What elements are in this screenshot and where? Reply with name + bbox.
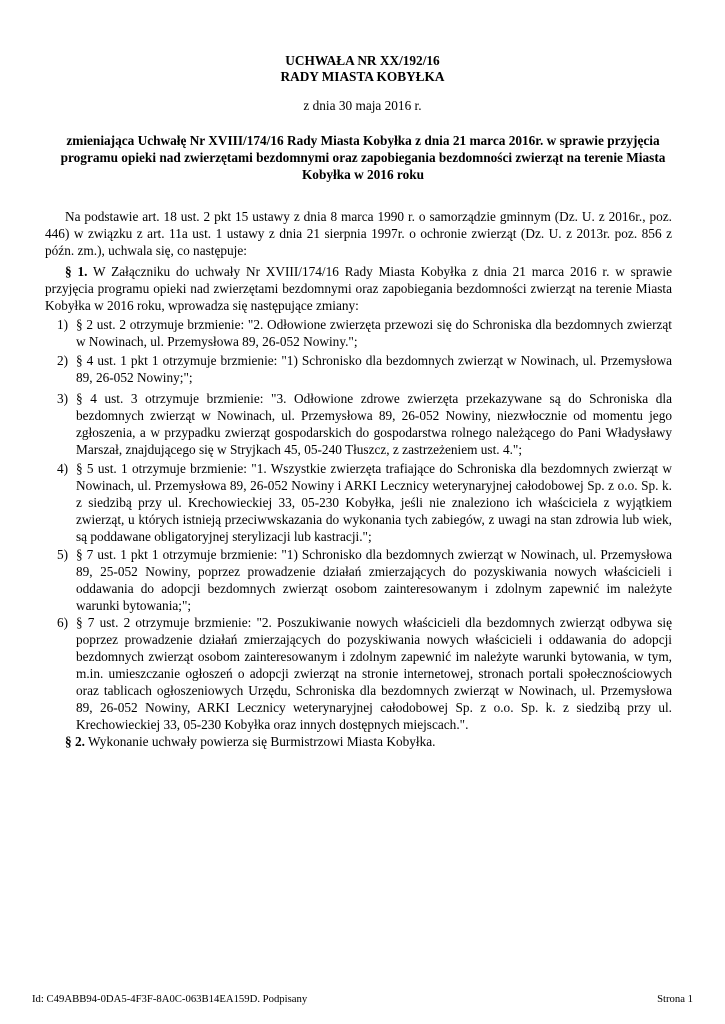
- subject-line-2: programu opieki nad zwierzętami bezdomnymi oraz zapobiegania bezdomności zwierząt na terenie Miasta: [60, 150, 666, 165]
- section-1-text: W Załączniku do uchwały Nr XVIII/174/16 Rady Miasta Kobyłka z dnia 21 marca 2016 r. w sprawie przyjęcia programu opieki nad zwierzętami bezdomnymi oraz zapobiegania bezdomności zwierząt na terenie Miasta Kobyłka w 2016 roku, wprowadza się następujące zmiany:: [45, 264, 672, 313]
- section-1-label: § 1.: [65, 264, 88, 279]
- section-2: [45, 733, 672, 750]
- document-id: Id: C49ABB94-0DA5-4F3F-8A0C-063B14EA159D. Podpisany: [32, 993, 308, 1005]
- document-page: UCHWAŁA NR XX/192/16 RADY MIASTA KOBYŁKA z dnia 30 maja 2016 r. zmieniająca Uchwałę Nr XVIII/174/16 Rady Miasta Kobyłka z dnia 21 marca 2016r. w sprawie przyjęcia programu opieki nad zwierzętami bezdomnymi oraz zapobiegania bezdomności zwierząt na terenie Miasta Kobyłka w 2016 roku Na podstawie art. 18 ust. 2 pkt 15 ustawy z dnia 8 marca 1990 r. o samorządzie gminnym (Dz. U. z 2016r., poz. 446) w związku z art. 11a ust. 1 ustawy z dnia 21 sierpnia 1997r. o ochronie zwierząt (Dz. U. z 2013r. poz. 856 z późn. zm.), uchwala się, co następuje: § 1. W Załączniku do uchwały Nr XVIII/174/16 Rady Miasta Kobyłka z dnia 21 marca 2016 r. w sprawie przyjęcia programu opieki nad zwierzętami bezdomnymi oraz zapobiegania bezdomności zwierząt na terenie Miasta Kobyłka w 2016 roku, wprowadza się następujące zmiany: 1) § 2 ust. 2 otrzymuje brzmienie: "2. Odłowione zwierzęta przewozi się do Schroniska dla bezdomnych zwierząt w Nowinach, ul. Przemysłowa 89, 26-052 Nowiny."; 2) § 4 ust. 1 pkt 1 otrzymuje brzmienie: "1) Schronisko dla bezdomnych zwierząt w Nowinach, ul. Przemysłowa 89, 26-052 Nowiny;"; 3) § 4 ust. 3 otrzymuje brzmienie: "3. Odłowione zdrowe zwierzęta przekazywane są do Schroniska dla bezdomnych zwierząt w Nowinach, ul. Przemysłowa 89, 26-052 Nowiny, niezwłocznie od momentu jego zgłoszenia, a w przypadku zwierząt gospodarskich do gospodarstwa rolnego należącego do Pani Władysławy Marszał, znajdującego się w Stryjkach 45, 05-240 Tłuszcz, z zastrzeżeniem ust. 4."; 4) § 5 ust. 1 otrzymuje brzmienie: "1. Wszystkie zwierzęta trafiające do Schroniska dla bezdomnych zwierząt w Nowinach, ul. Przemysłowa 89, 26-052 Nowiny i ARKI Lecznicy weterynaryjnej całodobowej Sp. z o.o. Sp. k. z siedzibą przy ul. Krechowieckiej 33, 05-230 Kobyłka, jeśli nie znaleziono ich właściciela z wyjątkiem zwierząt, u których istnieją przeciwwskazania do wykonania tych zabiegów, z uwagi na stan zdrowia lub wiek, są poddawane obligatoryjnej sterylizacji lub kastracji."; 5) § 7 ust. 1 pkt 1 otrzymuje brzmienie: "1) Schronisko dla bezdomnych zwierząt w Nowinach, ul. Przemysłowa 89, 25-052 Nowiny, poprzez prowadzenie działań zmierzających do pozyskiwania nowych właścicieli i oddawania do adopcji bezdomnych zwierząt osobom zainteresowanym i zdolnym zapewnić im należyte warunki bytowania;"; 6) § 7 ust. 2 otrzymuje brzmienie: "2. Poszukiwanie nowych właścicieli dla bezdomnych zwierząt odbywa się poprzez prowadzenie działań zmierzających do pozyskiwania nowych właścicieli i oddawania do adopcji bezdomnych zwierząt osobom zainteresowanym i zdolnym zapewnić im należyte warunki bytowania, w tym, m.in. umieszczanie ogłoszeń o adopcji zwierząt na stronie internetowej, stronach portali społecznościowych oraz tablicach ogłoszeniowych Urzędu, Schroniska dla bezdomnych zwierząt w Nowinach, ul. Przemysłowa 89, 26-052 Nowiny, ARKI Lecznicy weterynaryjnej całodobowej Sp. z o.o. Sp. k. z siedzibą przy ul. Krechowieckiej 33, 05-230 Kobyłka oraz innych dostępnych miejscach.". § 2. Wykonanie uchwały powierza się Burmistrzowi Miasta Kobyłka. Id: C49ABB94-0DA5-4F3F-8A0C-063B14EA159D. Podpisany Strona 1: [0, 0, 725, 1024]
- section-1: [45, 263, 672, 314]
- preamble: Na podstawie art. 18 ust. 2 pkt 15 ustawy z dnia 8 marca 1990 r. o samorządzie gminnym (Dz. U. z 2016r., poz. 446) w związku z art. 11a ust. 1 ustawy z dnia 21 sierpnia 1997r. o ochronie zwierząt (Dz. U. z 2013r. poz. 856 z późn. zm.), uchwala się, co następuje:: [45, 209, 672, 258]
- resolution-title: UCHWAŁA NR XX/192/16: [285, 53, 440, 68]
- resolution-date: z dnia 30 maja 2016 r.: [303, 98, 422, 113]
- subject-line-1: zmieniająca Uchwałę Nr XVIII/174/16 Rady Miasta Kobyłka z dnia 21 marca 2016r. w sprawie przyjęcia: [66, 133, 660, 148]
- subject-line-3: Kobyłka w 2016 roku: [301, 167, 425, 182]
- section-2-label: § 2.: [65, 734, 85, 749]
- council-name: RADY MIASTA KOBYŁKA: [280, 69, 445, 84]
- section-2-text: Wykonanie uchwały powierza się Burmistrzowi Miasta Kobyłka.: [88, 734, 436, 749]
- page-number: Strona 1: [657, 993, 693, 1005]
